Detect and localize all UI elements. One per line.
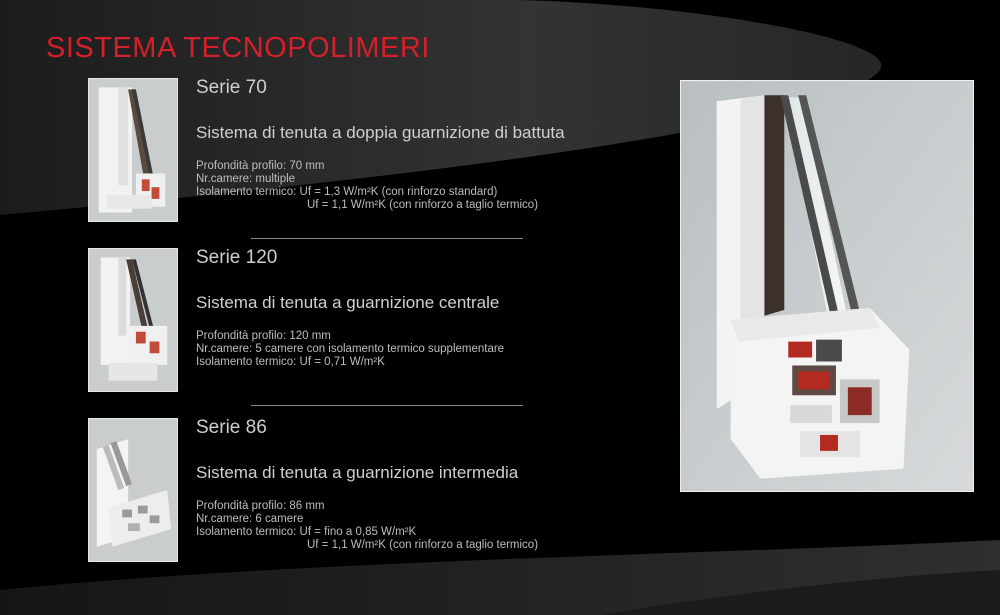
spec-insulation: Isolamento termico: Uf = 0,71 W/m²K (196, 356, 385, 368)
spec-insulation-alt: Uf = 1,1 W/m²K (con rinforzo a taglio termico) (307, 199, 539, 211)
serie-70-name: Serie 70 (196, 77, 267, 98)
serie-70-profile-image (88, 78, 178, 222)
serie-86-heading: Sistema di tenuta a guarnizione intermedia (196, 463, 519, 482)
serie-120-specs (196, 330, 646, 369)
serie-120-profile-image (88, 248, 178, 392)
serie-86-specs (196, 500, 646, 552)
spec-insulation: Isolamento termico: Uf = 1,3 W/m²K (con rinforzo standard) (196, 186, 498, 198)
serie-120-heading: Sistema di tenuta a guarnizione centrale (196, 293, 500, 312)
spec-chambers: Nr.camere: multiple (196, 173, 296, 185)
serie-70-block (196, 77, 646, 212)
divider (251, 238, 523, 239)
divider (251, 405, 523, 406)
serie-86-profile-image (88, 418, 178, 562)
serie-86-block (196, 417, 646, 552)
serie-70-heading: Sistema di tenuta a doppia guarnizione di battuta (196, 123, 565, 142)
serie-70-specs (196, 160, 646, 212)
spec-chambers: Nr.camere: 5 camere con isolamento termico supplementare (196, 343, 505, 355)
serie-120-block (196, 247, 646, 369)
window-profile-photo (680, 80, 974, 492)
serie-120-name: Serie 120 (196, 247, 278, 268)
spec-depth: Profondità profilo: 86 mm (196, 500, 325, 512)
page-title: SISTEMA TECNOPOLIMERI (46, 32, 430, 64)
spec-chambers: Nr.camere: 6 camere (196, 513, 304, 525)
spec-insulation-alt: Uf = 1,1 W/m²K (con rinforzo a taglio termico) (307, 539, 539, 551)
serie-86-name: Serie 86 (196, 417, 267, 438)
spec-insulation: Isolamento termico: Uf = fino a 0,85 W/m²K (196, 526, 417, 538)
spec-depth: Profondità profilo: 70 mm (196, 160, 325, 172)
spec-depth: Profondità profilo: 120 mm (196, 330, 331, 342)
